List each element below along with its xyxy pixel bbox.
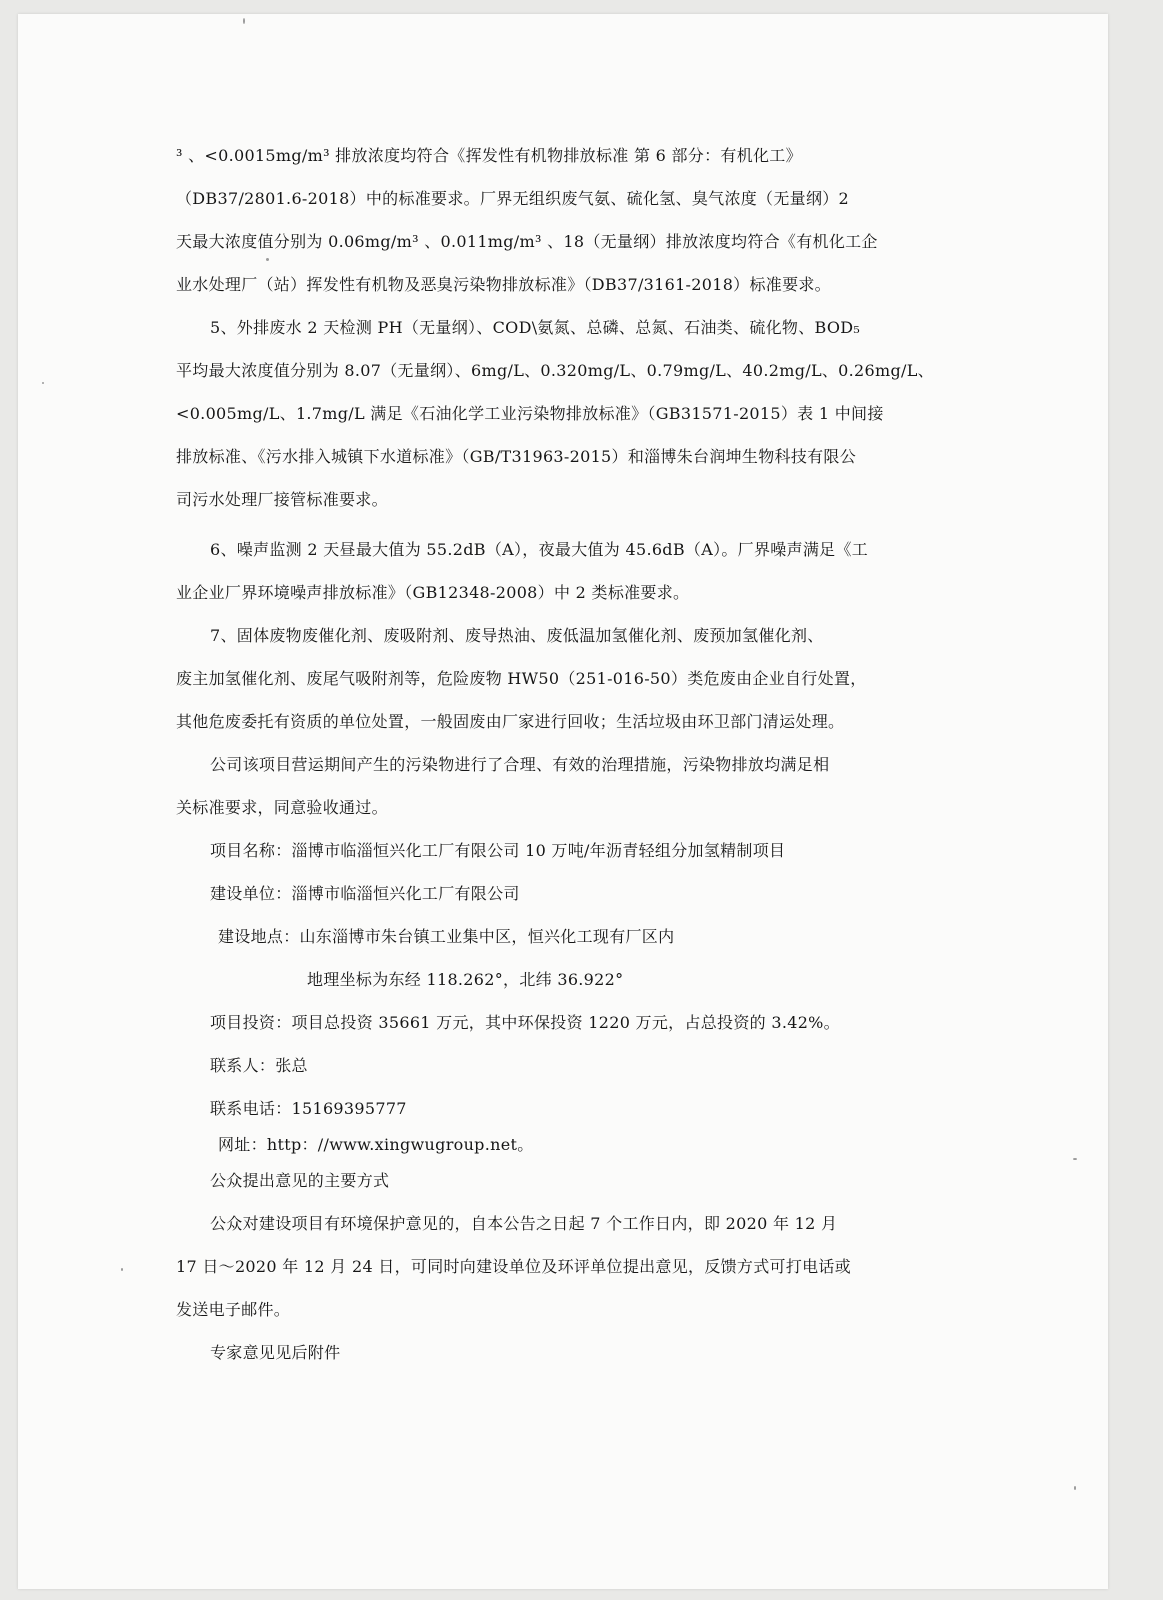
text-line: 公众对建设项目有环境保护意见的，自本公告之日起 7 个工作日内，即 2020 年 12 月 [210, 1214, 838, 1233]
contact-person: 联系人：张总 [210, 1056, 308, 1075]
public-opinion-heading: 公众提出意见的主要方式 [210, 1171, 390, 1190]
text-line: 天最大浓度值分别为 0.06mg/m³ 、0.011mg/m³ 、18（无量纲）排放浓度均符合《有机化工企 [176, 232, 878, 251]
project-investment: 项目投资：项目总投资 35661 万元，其中环保投资 1220 万元，占总投资的 3.42%。 [210, 1013, 840, 1032]
text-line: 业水处理厂（站）挥发性有机物及恶臭污染物排放标准》（DB37/3161-2018）标准要求。 [176, 275, 831, 294]
construction-unit: 建设单位：淄博市临淄恒兴化工厂有限公司 [210, 884, 520, 903]
text-line: 17 日～2020 年 12 月 24 日，可同时向建设单位及环评单位提出意见，反馈方式可打电话或 [176, 1257, 852, 1276]
website: 网址：http：//www.xingwugroup.net。 [218, 1135, 534, 1154]
section-7-line: 7、固体废物废催化剂、废吸附剂、废导热油、废低温加氢催化剂、废预加氢催化剂、 [210, 626, 824, 645]
coordinates: 地理坐标为东经 118.262°，北纬 36.922° [307, 970, 624, 989]
text-line: （DB37/2801.6-2018）中的标准要求。厂界无组织废气氨、硫化氢、臭气浓度（无量纲）2 [176, 189, 850, 208]
text-line: 发送电子邮件。 [176, 1300, 291, 1319]
text-line: 排放标准、《污水排入城镇下水道标准》（GB/T31963-2015）和淄博朱台润坤生物科技有限公 [176, 447, 857, 466]
scan-speck [121, 1268, 123, 1271]
text-line: 业企业厂界环境噪声排放标准》（GB12348-2008）中 2 类标准要求。 [176, 583, 690, 602]
conclusion-line: 公司该项目营运期间产生的污染物进行了合理、有效的治理措施，污染物排放均满足相 [210, 755, 830, 774]
scan-speck [243, 18, 245, 24]
text-line: 废主加氢催化剂、废尾气吸附剂等，危险废物 HW50（251-016-50）类危废由企业自行处置， [176, 669, 867, 688]
section-6-line: 6、噪声监测 2 天昼最大值为 55.2dB（A），夜最大值为 45.6dB（A）。厂界噪声满足《工 [210, 540, 869, 559]
contact-phone: 联系电话：15169395777 [210, 1099, 407, 1118]
section-5-line: 5、外排废水 2 天检测 PH（无量纲）、COD\氨氮、总磷、总氮、石油类、硫化物、BOD₅ [210, 318, 861, 337]
text-line: 关标准要求，同意验收通过。 [176, 798, 388, 817]
text-line: ³ 、<0.0015mg/m³ 排放浓度均符合《挥发性有机物排放标准 第 6 部分：有机化工》 [176, 146, 802, 165]
scan-speck [1074, 1486, 1076, 1490]
construction-site: 建设地点：山东淄博市朱台镇工业集中区，恒兴化工现有厂区内 [218, 927, 675, 946]
expert-opinion-note: 专家意见见后附件 [210, 1343, 341, 1362]
scan-speck [1073, 1158, 1077, 1160]
project-name: 项目名称：淄博市临淄恒兴化工厂有限公司 10 万吨/年沥青轻组分加氢精制项目 [210, 841, 786, 860]
text-line: 司污水处理厂接管标准要求。 [176, 490, 388, 509]
text-line: 平均最大浓度值分别为 8.07（无量纲）、6mg/L、0.320mg/L、0.79mg/L、40.2mg/L、0.26mg/L、 [176, 361, 934, 380]
text-line: <0.005mg/L、1.7mg/L 满足《石油化学工业污染物排放标准》（GB31571-2015）表 1 中间接 [176, 404, 884, 423]
scan-speck [266, 258, 269, 261]
scan-speck [42, 382, 44, 384]
text-line: 其他危废委托有资质的单位处置，一般固废由厂家进行回收；生活垃圾由环卫部门清运处理。 [176, 712, 845, 731]
